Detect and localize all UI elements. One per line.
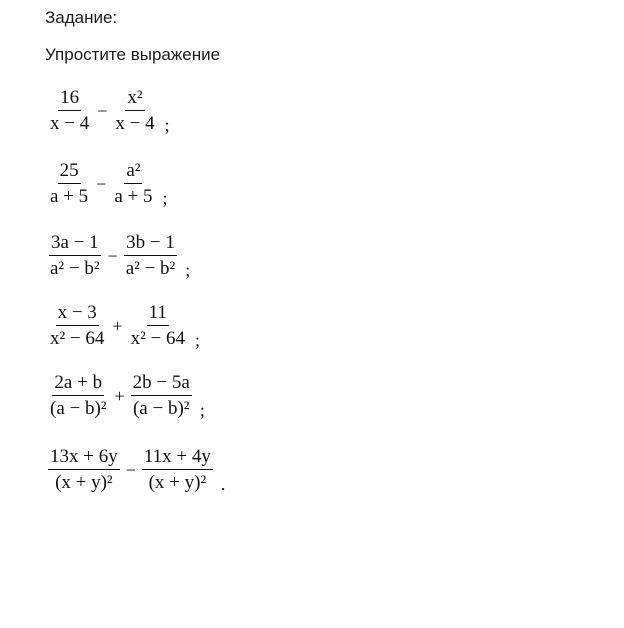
terminator: . xyxy=(220,473,226,494)
fraction-left xyxy=(46,303,108,349)
terminator: ; xyxy=(162,187,168,208)
operator: + xyxy=(112,315,123,336)
numerator: a² xyxy=(124,161,142,184)
operator: − xyxy=(97,100,108,121)
fraction-right xyxy=(111,88,158,134)
fraction-left xyxy=(46,373,111,419)
operator: − xyxy=(96,173,107,194)
numerator: 3b − 1 xyxy=(124,233,177,256)
fraction-left xyxy=(46,161,92,207)
fraction-right xyxy=(122,233,180,279)
denominator: (x + y)² xyxy=(148,472,207,493)
terminator: ; xyxy=(199,399,205,420)
operator: + xyxy=(114,385,125,406)
expression-1 xyxy=(46,88,170,134)
fraction-right xyxy=(140,447,215,493)
expression-5 xyxy=(46,373,205,419)
expression-2 xyxy=(46,161,167,207)
expression-3 xyxy=(46,233,190,279)
terminator: ; xyxy=(195,329,201,350)
numerator: 13x + 6y xyxy=(48,447,120,470)
fraction-right xyxy=(127,303,189,349)
fraction-right xyxy=(129,373,194,419)
denominator: (a − b)² xyxy=(132,398,190,419)
numerator: x − 3 xyxy=(56,303,99,326)
denominator: a² − b² xyxy=(125,258,176,279)
operator: − xyxy=(125,459,136,480)
expression-6 xyxy=(46,447,225,493)
fraction-left xyxy=(46,233,104,279)
denominator: x − 4 xyxy=(50,113,90,134)
instruction-text: Упростите выражение xyxy=(45,45,221,64)
fraction-right xyxy=(110,161,156,207)
numerator: 3a − 1 xyxy=(49,233,101,256)
numerator: 16 xyxy=(58,88,81,111)
numerator: 2a + b xyxy=(52,373,104,396)
denominator: x² − 64 xyxy=(50,328,105,349)
denominator: (x + y)² xyxy=(55,472,113,493)
denominator: x − 4 xyxy=(115,113,155,134)
denominator: x² − 64 xyxy=(130,328,185,349)
denominator: a + 5 xyxy=(50,186,89,207)
expression-4 xyxy=(46,303,200,349)
task-heading: Задание: xyxy=(45,8,118,27)
numerator: 2b − 5a xyxy=(131,373,192,396)
numerator: 11 xyxy=(147,303,169,326)
denominator: a + 5 xyxy=(114,186,153,207)
denominator: (a − b)² xyxy=(50,398,107,419)
numerator: x² xyxy=(125,88,144,111)
fraction-left xyxy=(46,88,93,134)
operator: − xyxy=(107,245,118,266)
fraction-left xyxy=(46,447,122,493)
numerator: 11x + 4y xyxy=(142,447,213,470)
terminator: ; xyxy=(185,259,191,280)
terminator: ; xyxy=(164,114,170,135)
numerator: 25 xyxy=(58,161,81,184)
denominator: a² − b² xyxy=(50,258,100,279)
